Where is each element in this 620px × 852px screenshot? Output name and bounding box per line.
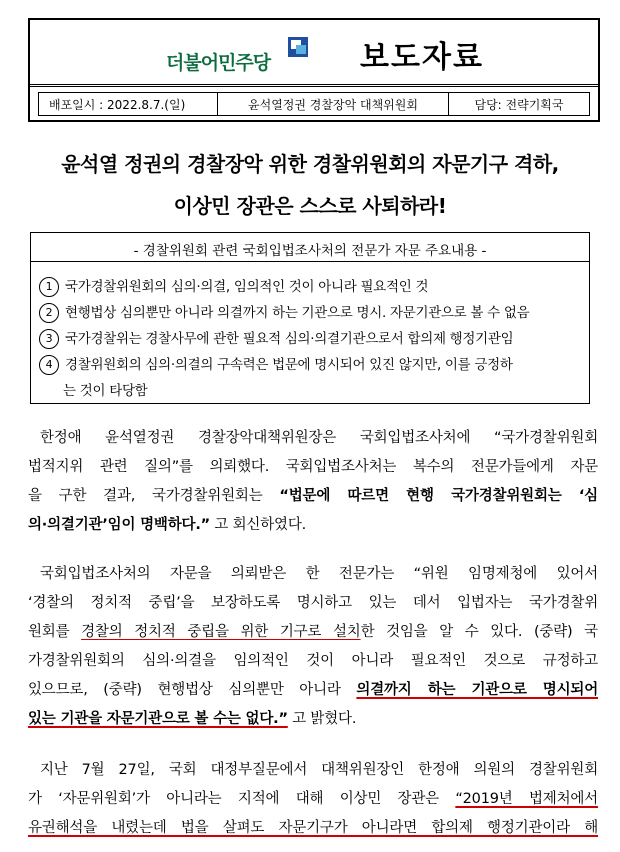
- circled-number: 1: [39, 277, 59, 297]
- paragraph-line: 지난 7월 27일, 국회 대정부질문에서 대책위원장인 한정애 의원의 경찰위원회: [40, 762, 598, 778]
- underlined-text: 경찰의 정치적 중립을 위한 기구로 설치: [81, 624, 361, 640]
- body-paragraph-2: [28, 560, 598, 734]
- summary-item-text: 현행법상 심의뿐만 아니라 의결까지 하는 기관으로 명시. 자문기관으로 볼 수 없음: [65, 305, 530, 321]
- circled-number: 3: [39, 329, 59, 349]
- paragraph-line: 국회입법조사처의 자문을 의뢰받은 한 전문가는 “위원 임명제청에 있어서: [40, 566, 598, 582]
- paragraph-text: 원회를: [28, 624, 82, 640]
- release-date: 배포일시 : 2022.8.7.(일): [39, 93, 218, 115]
- body-paragraph-1: [28, 424, 598, 540]
- header-top: [30, 20, 598, 84]
- underlined-text: “2019년 법제처에서: [455, 791, 598, 807]
- paragraph-line: [28, 482, 598, 511]
- body-paragraph-3: [28, 756, 598, 843]
- circled-number: 2: [39, 303, 59, 323]
- paragraph-text: 가 ‘자문위원회’가 아니라는 지적에 대해 이상민 장관은: [28, 791, 456, 807]
- emphasis-text: “법문에 따르면 현행 국가경찰위원회는 ‘심: [279, 488, 598, 504]
- paragraph-line: [28, 511, 598, 540]
- paragraph-line: [28, 676, 598, 705]
- contact-dept: 담당: 전략기획국: [474, 97, 564, 112]
- paragraph-text: 있으므로, (중략) 현행법상 심의뿐만 아니라: [28, 682, 357, 698]
- header-divider: [30, 84, 598, 87]
- paragraph-line: 가경찰위원회의 심의·의결을 임의적인 것이 아니라 필요적인 것으로 규정하고: [28, 653, 598, 669]
- circled-number: 4: [39, 355, 59, 375]
- headline-line-2: 이상민 장관은 스스로 사퇴하라!: [173, 194, 447, 218]
- paragraph-text: 을 구한 결과, 국가경찰위원회는: [28, 488, 280, 504]
- party-logo: [166, 36, 326, 76]
- summary-box-title: - 경찰위원회 관련 국회입법조사처의 전문가 자문 주요내용 -: [133, 243, 487, 259]
- party-logo-text: 더불어민주당: [166, 52, 271, 74]
- summary-item: [39, 327, 513, 349]
- summary-box: [30, 232, 590, 404]
- emphasis-text: 의·의결기관’임이 명백하다.”: [28, 517, 210, 533]
- paragraph-line: ‘경찰의 정치적 중립’을 보장하도록 명시하고 있는 데서 입법자는 국가경찰위: [28, 595, 598, 611]
- committee-name: 윤석열정권 경찰장악 대책위원회: [218, 93, 449, 115]
- paragraph-line: [28, 785, 598, 814]
- paragraph-text: 고 밝혔다.: [287, 711, 357, 727]
- summary-item-text: 경찰위원회의 심의·의결의 구속력은 법문에 명시되어 있진 않지만, 이를 긍정하: [65, 357, 513, 373]
- emphasis-underlined-text: 있는 기관을 자문기관으로 볼 수는 없다.”: [28, 711, 288, 727]
- paragraph-line: [28, 705, 598, 734]
- paragraph-line: 유권해석을 내렸는데 법을 살펴도 자문기구가 아니라면 합의제 행정기관이라 해: [28, 820, 598, 836]
- emphasis-underlined-text: 의결까지 하는 기관으로 명시되어: [356, 682, 599, 698]
- summary-item-text: 국가경찰위는 경찰사무에 관한 필요적 심의·의결기관으로서 합의제 행정기관임: [65, 331, 514, 347]
- press-release-header: [28, 18, 600, 122]
- headline-line-1: 윤석열 정권의 경찰장악 위한 경찰위원회의 자문기구 격하,: [61, 152, 559, 176]
- document-title: 보도자료: [360, 40, 484, 75]
- paragraph-text: 한 것임을 알 수 있다. (중략) 국: [360, 624, 598, 640]
- paragraph-text: 고 회신하였다.: [209, 517, 307, 533]
- header-meta-row: [38, 92, 590, 116]
- paragraph-line: 법적지위 관련 질의”를 의뢰했다. 국회입법조사처는 복수의 전문가들에게 자문: [28, 459, 598, 475]
- summary-box-divider: [31, 261, 589, 262]
- summary-item: [39, 301, 529, 323]
- summary-item-text: 국가경찰위원회의 심의·의결, 임의적인 것이 아니라 필요적인 것: [65, 279, 429, 295]
- summary-item: [39, 353, 513, 375]
- summary-item-continuation: 는 것이 타당함: [63, 383, 148, 399]
- summary-item: [39, 275, 428, 297]
- party-logo-icon: [286, 36, 310, 58]
- paragraph-line: 한정애 윤석열정권 경찰장악대책위원장은 국회입법조사처에 “국가경찰위원회: [40, 430, 598, 446]
- paragraph-line: [28, 618, 598, 647]
